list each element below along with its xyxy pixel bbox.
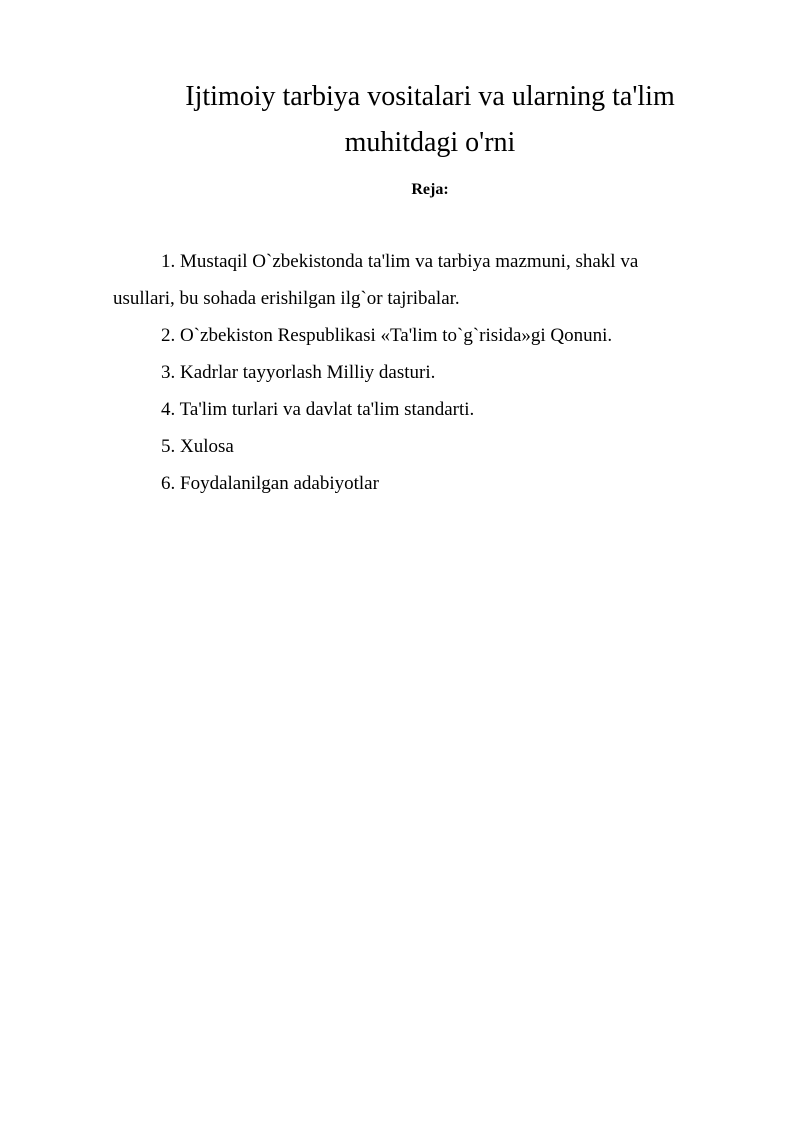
plan-item: 6. Foydalanilgan adabiyotlar xyxy=(161,473,379,494)
plan-item: 2. O`zbekiston Respublikasi «Ta'lim to`g`risida»gi Qonuni. xyxy=(161,325,613,346)
plan-item: 3. Kadrlar tayyorlash Milliy dasturi. xyxy=(161,362,436,383)
plan-heading: Reja: xyxy=(411,181,449,198)
plan-list xyxy=(113,243,703,502)
plan-item: 1. Mustaqil O`zbekistonda ta'lim va tarbiya mazmuni, shakl va usullari, bu sohada erishilgan ilg`or tajribalar. xyxy=(113,251,639,309)
plan-item: 4. Ta'lim turlari va davlat ta'lim standarti. xyxy=(161,399,475,420)
document-title: Ijtimoiy tarbiya vositalari va ularning ta'lim muhitdagi o'rni xyxy=(185,81,675,158)
plan-item: 5. Xulosa xyxy=(161,436,234,457)
